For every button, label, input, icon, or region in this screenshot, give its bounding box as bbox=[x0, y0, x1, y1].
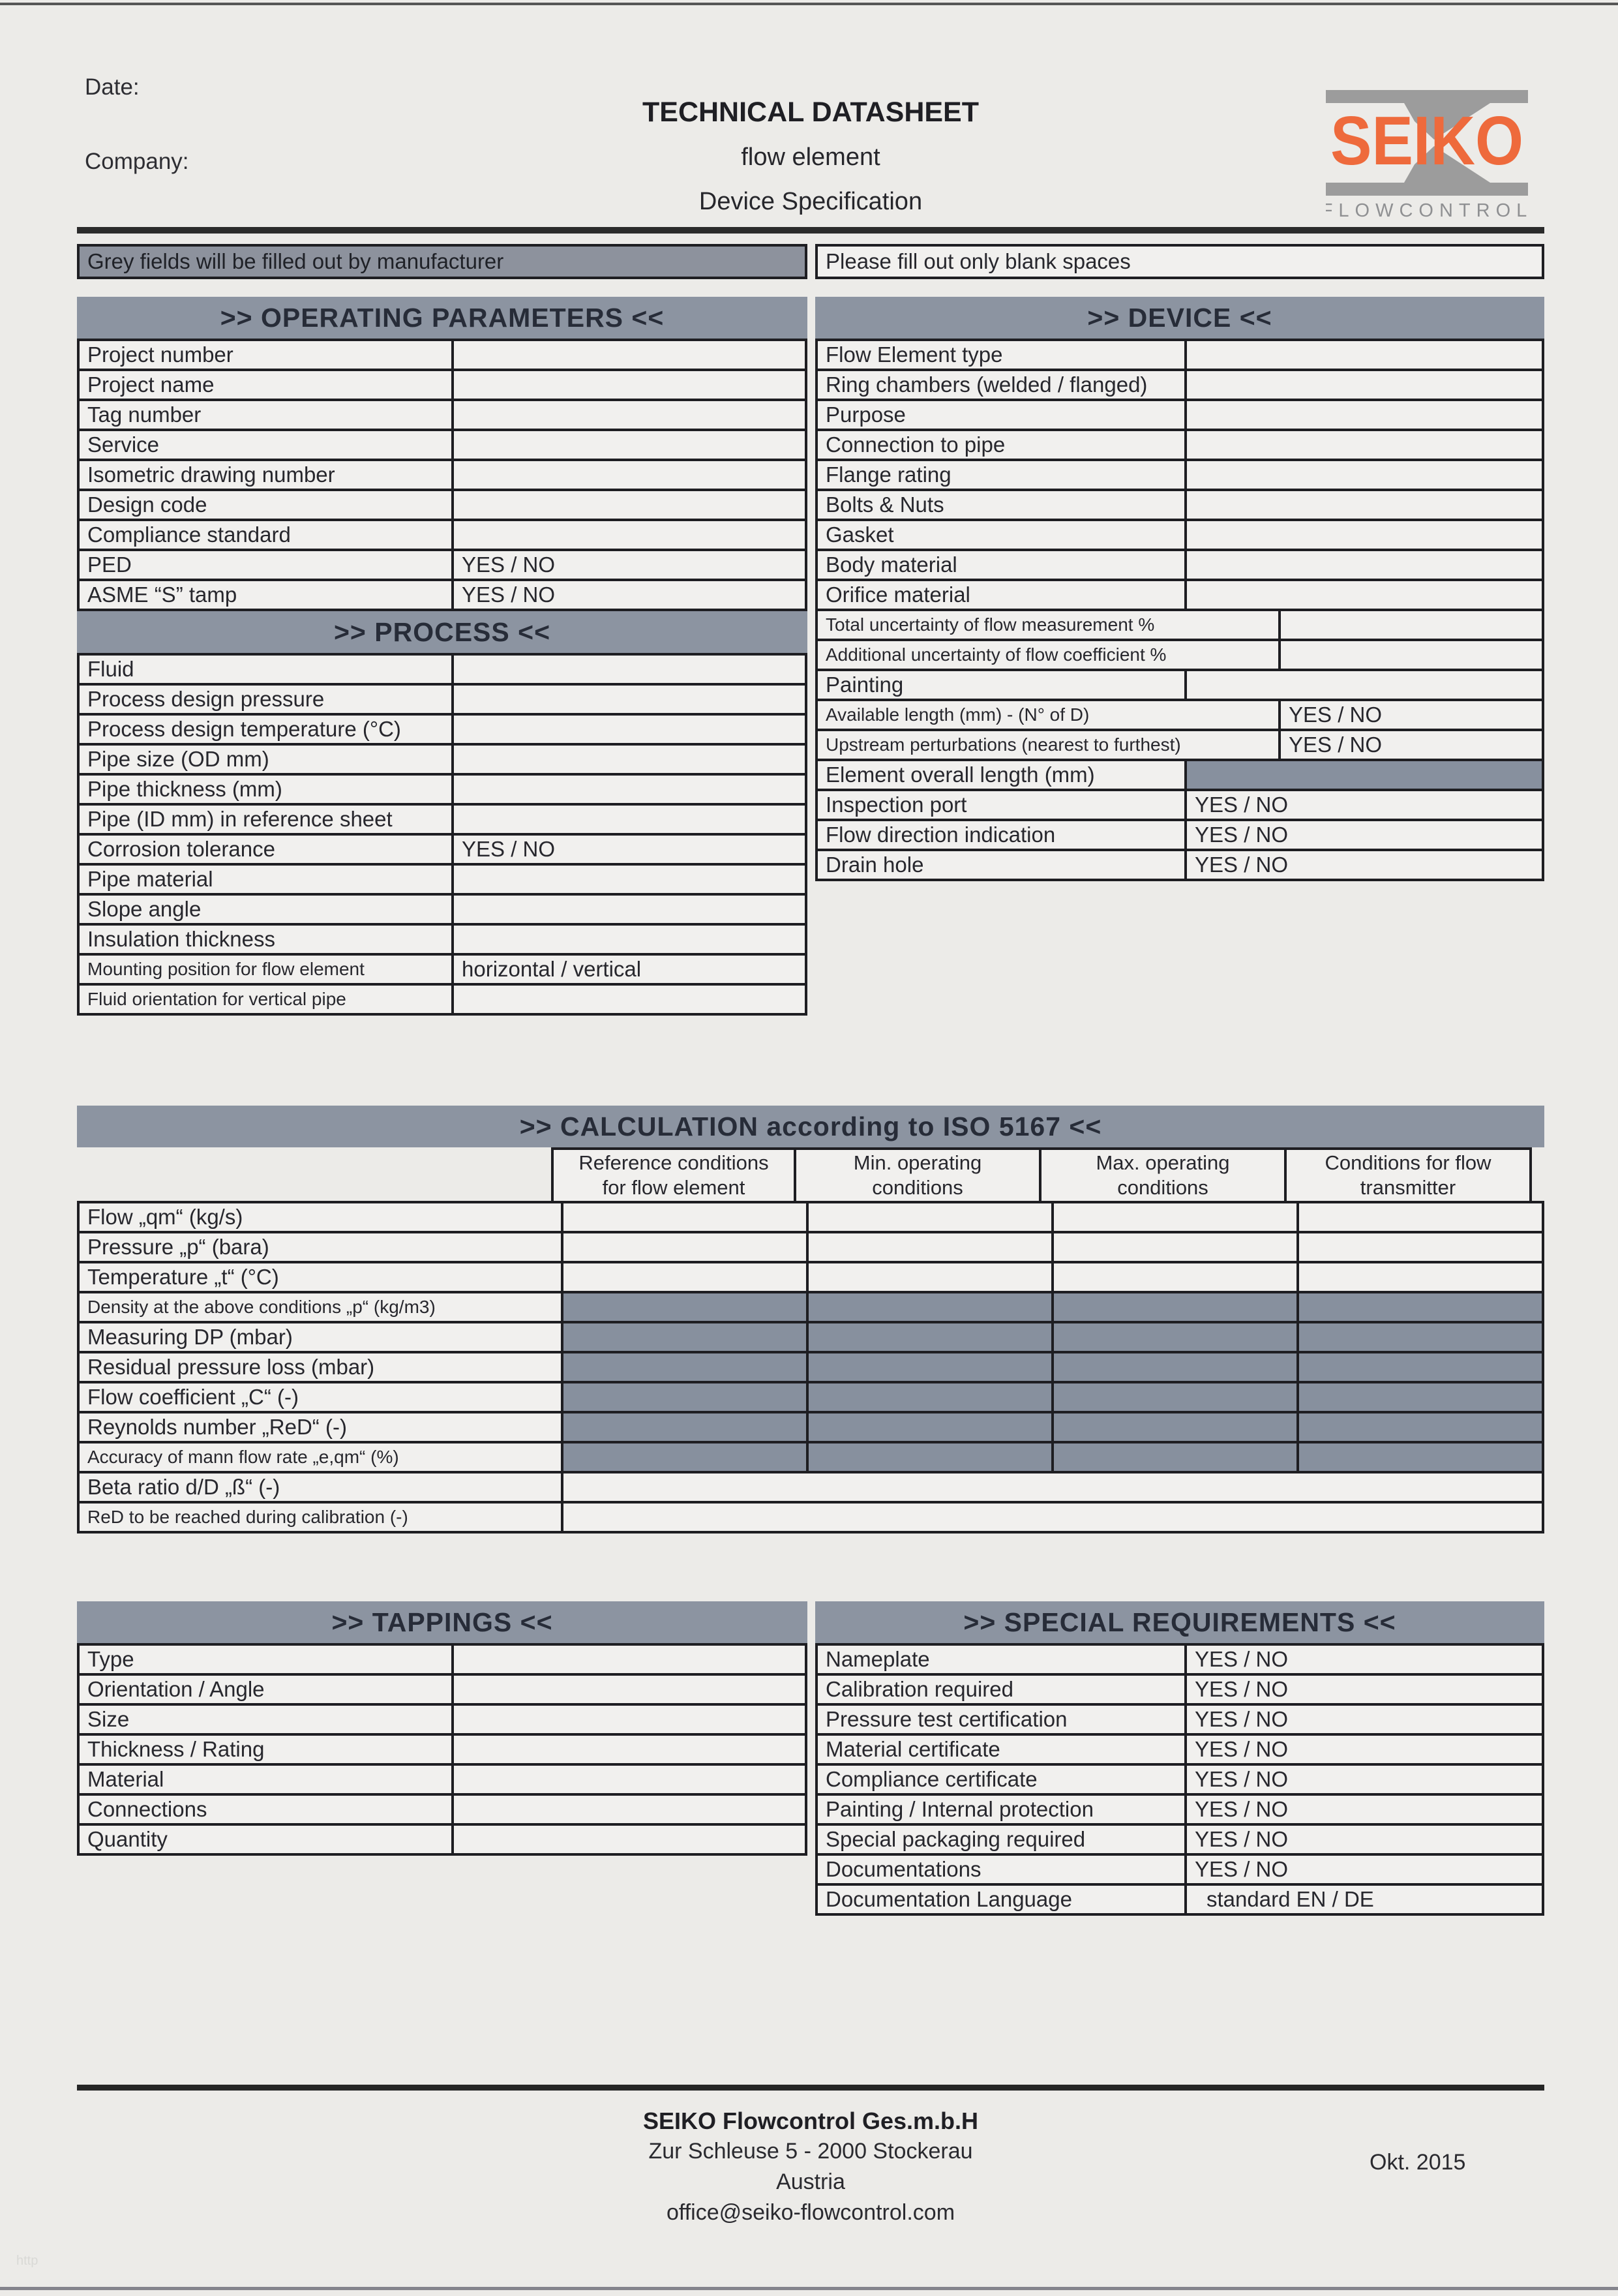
row-label: Fluid bbox=[87, 657, 134, 681]
input-field[interactable] bbox=[1051, 1233, 1296, 1261]
table-row bbox=[80, 399, 805, 429]
manufacturer-field bbox=[806, 1353, 1051, 1381]
special-requirements-section bbox=[815, 1601, 1544, 1916]
calculation-section bbox=[77, 1106, 1544, 1533]
input-field[interactable] bbox=[451, 1706, 805, 1733]
input-field[interactable] bbox=[1184, 581, 1542, 609]
table-row bbox=[80, 579, 805, 609]
column-header-spacer bbox=[77, 1147, 551, 1203]
input-field[interactable] bbox=[1051, 1263, 1296, 1291]
table-row bbox=[818, 341, 1542, 369]
row-label: Pipe (ID mm) in reference sheet bbox=[87, 807, 393, 831]
manufacturer-field bbox=[1296, 1353, 1542, 1381]
table-row bbox=[80, 341, 805, 369]
column-header-line: Reference conditions bbox=[578, 1151, 769, 1174]
row-label: Drain hole bbox=[826, 853, 924, 877]
table-row bbox=[80, 773, 805, 803]
choice-field[interactable]: YES / NO bbox=[1278, 731, 1542, 759]
row-label: Compliance standard bbox=[87, 522, 291, 547]
table-row bbox=[80, 1411, 1542, 1441]
input-field[interactable] bbox=[561, 1203, 806, 1231]
column-header-max-operating bbox=[1041, 1147, 1287, 1203]
row-label: Process design pressure bbox=[87, 687, 325, 711]
input-field[interactable] bbox=[451, 746, 805, 773]
column-header-line: conditions bbox=[872, 1176, 963, 1199]
table-row bbox=[818, 399, 1542, 429]
row-label: ReD to be reached during calibration (-) bbox=[87, 1507, 408, 1527]
row-label: Purpose bbox=[826, 402, 906, 427]
row-label: Pressure „p“ (bara) bbox=[87, 1235, 269, 1259]
table-row bbox=[818, 1853, 1542, 1883]
table-row bbox=[818, 369, 1542, 399]
column-header-min-operating bbox=[796, 1147, 1041, 1203]
table-row bbox=[818, 1703, 1542, 1733]
manufacturer-field bbox=[1296, 1413, 1542, 1441]
manufacturer-field bbox=[806, 1443, 1051, 1471]
footer-address-block bbox=[77, 2106, 1544, 2228]
table-row bbox=[80, 1646, 805, 1673]
table-row bbox=[80, 1203, 1542, 1231]
device-header: >> DEVICE << bbox=[815, 297, 1544, 339]
row-label: Inspection port bbox=[826, 793, 967, 817]
seiko-logo-graphic bbox=[1326, 86, 1528, 226]
row-label: Flow „qm“ (kg/s) bbox=[87, 1205, 243, 1229]
manufacturer-field bbox=[1051, 1443, 1296, 1471]
table-row bbox=[818, 1793, 1542, 1823]
table-row bbox=[818, 579, 1542, 609]
table-row bbox=[80, 656, 805, 683]
row-label: Flow direction indication bbox=[826, 823, 1056, 847]
column-header-line: Min. operating bbox=[853, 1151, 982, 1174]
table-row bbox=[818, 669, 1542, 699]
operating-and-process-section bbox=[77, 297, 807, 1016]
row-label: Painting bbox=[826, 672, 904, 697]
input-field[interactable] bbox=[1184, 671, 1542, 699]
seiko-logo bbox=[1326, 86, 1528, 226]
input-field[interactable] bbox=[1184, 461, 1542, 489]
choice-field[interactable]: horizontal / vertical bbox=[451, 956, 805, 983]
tappings-header: >> TAPPINGS << bbox=[77, 1601, 807, 1643]
device-table bbox=[815, 339, 1544, 881]
table-row bbox=[80, 519, 805, 549]
row-label: Project name bbox=[87, 372, 215, 397]
table-row bbox=[80, 1501, 1542, 1531]
input-field[interactable] bbox=[1278, 611, 1542, 639]
row-label: Pipe material bbox=[87, 867, 213, 891]
table-row bbox=[818, 759, 1542, 789]
table-row bbox=[80, 1291, 1542, 1321]
row-label: Element overall length (mm) bbox=[826, 763, 1095, 787]
choice-field[interactable]: YES / NO bbox=[1184, 1676, 1542, 1703]
row-label: Design code bbox=[87, 492, 207, 517]
input-field[interactable] bbox=[451, 1676, 805, 1703]
table-row bbox=[818, 819, 1542, 849]
input-field[interactable] bbox=[1278, 641, 1542, 669]
row-label: Residual pressure loss (mbar) bbox=[87, 1355, 375, 1379]
table-row bbox=[80, 369, 805, 399]
page-subtitle-flow-element: flow element bbox=[741, 144, 880, 171]
manufacturer-field bbox=[806, 1383, 1051, 1411]
row-label: PED bbox=[87, 552, 132, 577]
row-label: Corrosion tolerance bbox=[87, 837, 275, 861]
logo-pipe-bottom bbox=[1326, 183, 1528, 196]
input-field[interactable] bbox=[1296, 1233, 1542, 1261]
logo-pipe-top bbox=[1326, 90, 1528, 103]
table-row bbox=[818, 1823, 1542, 1853]
row-label: Density at the above conditions „p“ (kg/m3) bbox=[87, 1297, 436, 1317]
header-divider-bar bbox=[77, 227, 1544, 234]
input-field[interactable] bbox=[806, 1263, 1051, 1291]
table-row bbox=[80, 803, 805, 833]
process-table bbox=[77, 653, 807, 1016]
manufacturer-field bbox=[806, 1323, 1051, 1351]
manufacturer-field bbox=[1296, 1293, 1542, 1321]
input-field[interactable] bbox=[451, 986, 805, 1013]
table-row bbox=[80, 1673, 805, 1703]
footer-revision-date: Okt. 2015 bbox=[1370, 2150, 1466, 2175]
footer-company-name: SEIKO Flowcontrol Ges.m.b.H bbox=[642, 2107, 979, 2134]
table-row bbox=[80, 489, 805, 519]
column-header-line: Max. operating bbox=[1096, 1151, 1230, 1174]
process-header: >> PROCESS << bbox=[77, 611, 807, 653]
manufacturer-field bbox=[806, 1293, 1051, 1321]
row-label: Connection to pipe bbox=[826, 432, 1006, 457]
choice-field[interactable]: YES / NO bbox=[1184, 1796, 1542, 1823]
calculation-header: >> CALCULATION according to ISO 5167 << bbox=[77, 1106, 1544, 1147]
table-row bbox=[818, 1673, 1542, 1703]
table-row bbox=[80, 1763, 805, 1793]
row-label: Project number bbox=[87, 342, 233, 367]
table-row bbox=[80, 1793, 805, 1823]
manufacturer-field bbox=[806, 1413, 1051, 1441]
input-field[interactable] bbox=[451, 1796, 805, 1823]
input-field[interactable] bbox=[451, 1646, 805, 1673]
calculation-table bbox=[77, 1201, 1544, 1533]
input-field[interactable] bbox=[451, 341, 805, 369]
choice-field[interactable]: YES / NO bbox=[1184, 851, 1542, 879]
input-field[interactable] bbox=[561, 1503, 1542, 1531]
footer-divider-bar bbox=[77, 2085, 1544, 2091]
company-label: Company: bbox=[85, 149, 189, 174]
column-header-reference-conditions bbox=[551, 1147, 796, 1203]
input-field[interactable] bbox=[451, 521, 805, 549]
input-field[interactable] bbox=[451, 491, 805, 519]
table-row bbox=[818, 1883, 1542, 1913]
row-label: Material certificate bbox=[826, 1737, 1000, 1761]
row-label: Tag number bbox=[87, 402, 202, 427]
row-label: Fluid orientation for vertical pipe bbox=[87, 989, 346, 1009]
row-label: Service bbox=[87, 432, 160, 457]
table-row bbox=[818, 489, 1542, 519]
tappings-section bbox=[77, 1601, 807, 1856]
input-field[interactable] bbox=[451, 1826, 805, 1853]
manufacturer-field bbox=[1051, 1293, 1296, 1321]
row-label: Process design temperature (°C) bbox=[87, 717, 401, 741]
choice-field[interactable]: YES / NO bbox=[1184, 1826, 1542, 1853]
row-label: Reynolds number „ReD“ (-) bbox=[87, 1415, 347, 1439]
table-row bbox=[80, 1823, 805, 1853]
manufacturer-field bbox=[561, 1383, 806, 1411]
input-field[interactable] bbox=[451, 896, 805, 923]
choice-field[interactable]: YES / NO bbox=[1278, 701, 1542, 729]
table-row bbox=[80, 833, 805, 863]
row-label: Type bbox=[87, 1647, 134, 1671]
input-field[interactable] bbox=[1051, 1203, 1296, 1231]
tappings-table bbox=[77, 1643, 807, 1856]
choice-field[interactable]: YES / NO bbox=[1184, 1706, 1542, 1733]
row-label: Connections bbox=[87, 1797, 207, 1821]
table-row bbox=[818, 849, 1542, 879]
input-field[interactable] bbox=[451, 716, 805, 743]
table-row bbox=[80, 1351, 1542, 1381]
blank-fields-instruction: Please fill out only blank spaces bbox=[815, 244, 1544, 279]
document-title-block bbox=[485, 97, 1137, 217]
row-label: Accuracy of mann flow rate „e,qm“ (%) bbox=[87, 1447, 399, 1467]
table-row bbox=[818, 639, 1542, 669]
input-field[interactable] bbox=[1296, 1203, 1542, 1231]
input-field[interactable] bbox=[561, 1473, 1542, 1501]
column-header-line: conditions bbox=[1117, 1176, 1208, 1199]
calculation-column-headers bbox=[77, 1147, 1544, 1203]
manufacturer-field bbox=[561, 1413, 806, 1441]
table-row bbox=[818, 1646, 1542, 1673]
date-label: Date: bbox=[85, 74, 140, 100]
footer-street-address: Zur Schleuse 5 - 2000 Stockerau bbox=[648, 2139, 973, 2164]
page-title: TECHNICAL DATASHEET bbox=[642, 97, 979, 128]
choice-field[interactable]: YES / NO bbox=[451, 836, 805, 863]
table-row bbox=[818, 519, 1542, 549]
input-field[interactable] bbox=[1184, 401, 1542, 429]
choice-field[interactable]: YES / NO bbox=[1184, 1766, 1542, 1793]
row-label: Ring chambers (welded / flanged) bbox=[826, 372, 1148, 397]
row-label: Documentations bbox=[826, 1857, 981, 1881]
table-row bbox=[80, 1381, 1542, 1411]
row-label: Material bbox=[87, 1767, 164, 1791]
table-row bbox=[818, 699, 1542, 729]
row-label: Gasket bbox=[826, 522, 894, 547]
input-field[interactable] bbox=[451, 371, 805, 399]
row-label: Bolts & Nuts bbox=[826, 492, 944, 517]
logo-sub-wordmark: FLOWCONTROL bbox=[1326, 200, 1528, 221]
manufacturer-field bbox=[1296, 1383, 1542, 1411]
row-label: Additional uncertainty of flow coefficient % bbox=[826, 644, 1167, 665]
manufacturer-field bbox=[1051, 1383, 1296, 1411]
input-field[interactable] bbox=[1184, 491, 1542, 519]
input-field[interactable] bbox=[1184, 551, 1542, 579]
input-field[interactable] bbox=[451, 656, 805, 683]
row-label: Total uncertainty of flow measurement % bbox=[826, 614, 1155, 635]
row-label: Temperature „t“ (°C) bbox=[87, 1265, 279, 1289]
table-row bbox=[818, 1733, 1542, 1763]
row-label: Calibration required bbox=[826, 1677, 1013, 1701]
table-row bbox=[80, 1703, 805, 1733]
page-top-border bbox=[0, 3, 1618, 5]
table-row bbox=[80, 1733, 805, 1763]
footer-country: Austria bbox=[776, 2169, 845, 2194]
table-row bbox=[80, 923, 805, 953]
operating-parameters-table bbox=[77, 339, 807, 611]
page-bottom-border bbox=[0, 2287, 1618, 2290]
table-row bbox=[80, 1321, 1542, 1351]
row-label: Flow Element type bbox=[826, 342, 1003, 367]
row-label: Insulation thickness bbox=[87, 927, 275, 951]
table-row bbox=[818, 729, 1542, 759]
input-field[interactable] bbox=[451, 1736, 805, 1763]
row-label: Pipe thickness (mm) bbox=[87, 777, 282, 801]
column-header-line: transmitter bbox=[1360, 1176, 1456, 1199]
input-field[interactable] bbox=[1184, 341, 1542, 369]
manufacturer-field bbox=[561, 1353, 806, 1381]
special-requirements-table bbox=[815, 1643, 1544, 1916]
row-label: Orifice material bbox=[826, 582, 970, 607]
choice-field[interactable]: standard EN / DE bbox=[1184, 1886, 1542, 1913]
row-label: Upstream perturbations (nearest to furthest) bbox=[826, 734, 1181, 755]
column-header-flow-transmitter bbox=[1287, 1147, 1532, 1203]
manufacturer-field bbox=[561, 1323, 806, 1351]
input-field[interactable] bbox=[451, 686, 805, 713]
input-field[interactable] bbox=[451, 461, 805, 489]
table-row bbox=[80, 1231, 1542, 1261]
manufacturer-field bbox=[1296, 1323, 1542, 1351]
manufacturer-field bbox=[1184, 761, 1542, 789]
table-row bbox=[80, 549, 805, 579]
watermark-text: http bbox=[16, 2254, 38, 2268]
row-label: Slope angle bbox=[87, 897, 202, 921]
row-label: Pressure test certification bbox=[826, 1707, 1068, 1731]
choice-field[interactable]: YES / NO bbox=[1184, 791, 1542, 819]
table-row bbox=[80, 953, 805, 983]
input-field[interactable] bbox=[451, 926, 805, 953]
table-row bbox=[80, 713, 805, 743]
table-row bbox=[818, 609, 1542, 639]
table-row bbox=[80, 863, 805, 893]
row-label: Painting / Internal protection bbox=[826, 1797, 1094, 1821]
manufacturer-field bbox=[1296, 1443, 1542, 1471]
table-row bbox=[818, 459, 1542, 489]
row-label: Documentation Language bbox=[826, 1887, 1072, 1911]
manufacturer-field bbox=[1051, 1323, 1296, 1351]
choice-field[interactable]: YES / NO bbox=[1184, 821, 1542, 849]
input-field[interactable] bbox=[451, 806, 805, 833]
choice-field[interactable]: YES / NO bbox=[451, 551, 805, 579]
input-field[interactable] bbox=[806, 1233, 1051, 1261]
row-label: Orientation / Angle bbox=[87, 1677, 265, 1701]
device-section bbox=[815, 297, 1544, 881]
choice-field[interactable]: YES / NO bbox=[1184, 1646, 1542, 1673]
row-label: Measuring DP (mbar) bbox=[87, 1325, 293, 1349]
manufacturer-field bbox=[561, 1293, 806, 1321]
row-label: Mounting position for flow element bbox=[87, 959, 365, 979]
grey-fields-instruction: Grey fields will be filled out by manufacturer bbox=[77, 244, 807, 279]
input-field[interactable] bbox=[1184, 431, 1542, 459]
row-label: Compliance certificate bbox=[826, 1767, 1038, 1791]
table-row bbox=[80, 459, 805, 489]
table-row bbox=[80, 983, 805, 1013]
special-requirements-header: >> SPECIAL REQUIREMENTS << bbox=[815, 1601, 1544, 1643]
row-label: Nameplate bbox=[826, 1647, 930, 1671]
row-label: Pipe size (OD mm) bbox=[87, 747, 269, 771]
manufacturer-field bbox=[1051, 1413, 1296, 1441]
row-label: Quantity bbox=[87, 1827, 168, 1851]
table-row bbox=[80, 1471, 1542, 1501]
table-row bbox=[80, 429, 805, 459]
table-row bbox=[80, 893, 805, 923]
row-label: Special packaging required bbox=[826, 1827, 1086, 1851]
input-field[interactable] bbox=[451, 431, 805, 459]
choice-field[interactable]: YES / NO bbox=[451, 581, 805, 609]
row-label: Flow coefficient „C“ (-) bbox=[87, 1385, 299, 1409]
row-label: Beta ratio d/D „ß“ (-) bbox=[87, 1475, 280, 1499]
input-field[interactable] bbox=[451, 866, 805, 893]
row-label: Thickness / Rating bbox=[87, 1737, 265, 1761]
input-field[interactable] bbox=[561, 1233, 806, 1261]
table-row bbox=[80, 743, 805, 773]
table-row bbox=[80, 1441, 1542, 1471]
table-row bbox=[818, 549, 1542, 579]
choice-field[interactable]: YES / NO bbox=[1184, 1856, 1542, 1883]
row-label: Isometric drawing number bbox=[87, 462, 335, 487]
manufacturer-field bbox=[1051, 1353, 1296, 1381]
row-label: Flange rating bbox=[826, 462, 951, 487]
table-row bbox=[818, 429, 1542, 459]
row-label: ASME “S” tamp bbox=[87, 582, 237, 607]
operating-parameters-header: >> OPERATING PARAMETERS << bbox=[77, 297, 807, 339]
input-field[interactable] bbox=[451, 1766, 805, 1793]
table-row bbox=[80, 683, 805, 713]
logo-wordmark: SEIKO bbox=[1330, 102, 1523, 179]
input-field[interactable] bbox=[806, 1203, 1051, 1231]
table-row bbox=[80, 1261, 1542, 1291]
page-subtitle-device-specification: Device Specification bbox=[698, 188, 923, 215]
input-field[interactable] bbox=[451, 401, 805, 429]
input-field[interactable] bbox=[1184, 521, 1542, 549]
choice-field[interactable]: YES / NO bbox=[1184, 1736, 1542, 1763]
input-field[interactable] bbox=[1184, 371, 1542, 399]
row-label: Size bbox=[87, 1707, 130, 1731]
input-field[interactable] bbox=[561, 1263, 806, 1291]
column-header-line: for flow element bbox=[602, 1176, 745, 1199]
table-row bbox=[818, 789, 1542, 819]
manufacturer-field bbox=[561, 1443, 806, 1471]
row-label: Body material bbox=[826, 552, 957, 577]
column-header-line: Conditions for flow bbox=[1325, 1151, 1491, 1174]
input-field[interactable] bbox=[1296, 1263, 1542, 1291]
table-row bbox=[818, 1763, 1542, 1793]
input-field[interactable] bbox=[451, 776, 805, 803]
footer-email: office@seiko-flowcontrol.com bbox=[666, 2200, 955, 2225]
row-label: Available length (mm) - (N° of D) bbox=[826, 704, 1090, 725]
